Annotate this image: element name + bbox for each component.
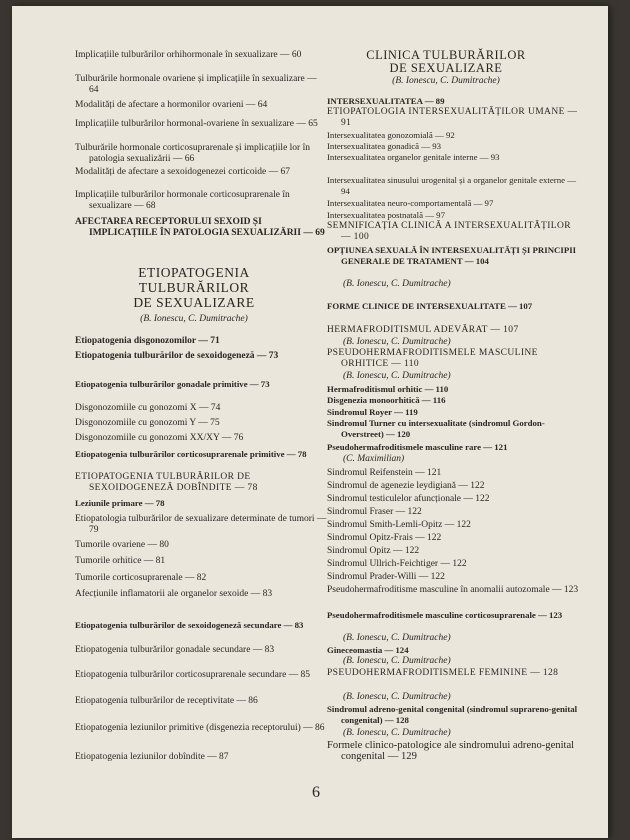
toc-entry: Etiopatogenia disgonozomilor — 71	[75, 336, 220, 346]
toc-entry: PSEUDOHERMAFRODITISMELE FEMININE — 128	[327, 668, 559, 678]
toc-entry: Intersexualitatea gonadică — 93	[327, 141, 442, 151]
toc-entry: Intersexualitatea sinusului urogenital și a organelor genitale externe — 94	[327, 175, 576, 196]
toc-section-entry: AFECTAREA RECEPTORULUI SEXOID ȘI IMPLICAȚIILE ÎN PATOLOGIA SEXUALIZĂRII — 69	[75, 217, 325, 238]
toc-entry: Sindromul Reifenstein — 121	[327, 468, 442, 478]
entry-authors: (B. Ionescu, C. Dumitrache)	[343, 633, 451, 643]
chapter-authors: (B. Ionescu, C. Dumitrache)	[140, 314, 248, 324]
toc-entry: Tulburările hormonale corticosuprarenale și implicațiile lor în patologia sexualizării — 66	[75, 143, 310, 164]
toc-entry: Sindromul adreno-genital congenital (sindromul suprareno-genital congenital) — 128	[327, 704, 578, 725]
toc-entry: Leziunile primare — 78	[75, 498, 165, 508]
toc-entry: Intersexualitatea neuro-comportamentală — 97	[327, 198, 494, 208]
toc-entry: Sindromul Ullrich-Feichtiger — 122	[327, 559, 467, 569]
entry-authors: (B. Ionescu, C. Dumitrache)	[343, 656, 451, 666]
toc-section-entry: FORME CLINICE DE INTERSEXUALITATE — 107	[327, 301, 533, 311]
toc-entry: Intersexualitatea gonozomială — 92	[327, 130, 455, 140]
toc-section-entry: ETIOPATOGENIA TULBURĂRILOR DE SEXOIDOGENEZĂ DOBÎNDITE — 78	[75, 472, 258, 493]
entry-authors: (C. Maximilian)	[343, 454, 405, 464]
entry-authors: (B. Ionescu, C. Dumitrache)	[343, 728, 451, 738]
toc-entry: Etiopatogenia tulburărilor corticosuprarenale secundare — 85	[75, 670, 311, 680]
toc-entry: Tumorile ovariene — 80	[75, 540, 169, 550]
toc-entry: PSEUDOHERMAFRODITISMELE MASCULINE ORHITICE — 110	[327, 348, 538, 369]
entry-authors: (B. Ionescu, C. Dumitrache)	[343, 692, 451, 702]
toc-entry: HERMAFRODITISMUL ADEVĂRAT — 107	[327, 325, 519, 335]
toc-entry: SEMNIFICAȚIA CLINICĂ A INTERSEXUALITĂȚILOR — 100	[327, 221, 571, 242]
toc-entry: Hermafroditismul orhitic — 110	[327, 384, 449, 394]
toc-entry: Intersexualitatea organelor genitale interne — 93	[327, 152, 500, 162]
toc-entry: Formele clinico-patologice ale sindromului adreno-genital congenital — 129	[327, 740, 575, 762]
toc-entry: Sindromul Prader-Willi — 122	[327, 572, 445, 582]
toc-entry: Sindromul Turner cu intersexualitate (sindromul Gordon-Overstreet) — 120	[327, 418, 545, 439]
toc-entry: Sindromul Smith-Lemli-Opitz — 122	[327, 520, 471, 530]
toc-entry: Intersexualitatea postnatală — 97	[327, 210, 445, 220]
toc-entry: Etiopatogenia tulburărilor de receptivitate — 86	[75, 696, 258, 706]
entry-authors: (B. Ionescu, C. Dumitrache)	[343, 371, 451, 381]
toc-entry: Gineceomastia — 124	[327, 645, 409, 655]
toc-entry: Etiopatogenia tulburărilor corticosuprarenale primitive — 78	[75, 449, 307, 459]
chapter-title: CLINICA TULBURĂRILOR	[366, 48, 526, 62]
toc-entry: Implicațiile tulburărilor hormonale corticosuprarenale în sexualizare — 68	[75, 190, 290, 211]
toc-entry: Sindromul Opitz — 122	[327, 546, 420, 556]
toc-entry: Disgenezia monoorhitică — 116	[327, 395, 446, 405]
toc-entry: Pseudohermafroditisme masculine în anomalii autozomale — 123	[327, 585, 579, 595]
toc-entry: Modalități de afectare a hormonilor ovarieni — 64	[75, 100, 268, 110]
toc-entry: Etiopatogenia tulburărilor de sexoidogeneză secundare — 83	[75, 620, 304, 630]
chapter-title: ETIOPATOGENIA	[138, 265, 250, 280]
toc-entry: Implicațiile tulburărilor hormonal-ovariene în sexualizare — 65	[75, 119, 318, 129]
toc-entry: Etiopatogenia tulburărilor de sexoidogeneză — 73	[75, 351, 279, 361]
toc-entry: Etiopatogenia leziunilor primitive (disgenezia receptorului) — 86	[75, 723, 325, 733]
toc-entry: Sindromul Royer — 119	[327, 407, 418, 417]
toc-entry: Sindromul Fraser — 122	[327, 507, 422, 517]
toc-entry: Implicațiile tulburărilor orhihormonale în sexualizare — 60	[75, 50, 302, 60]
page-number: 6	[312, 784, 320, 801]
toc-entry: Sindromul Opitz-Frais — 122	[327, 533, 442, 543]
toc-entry: Disgonozomiile cu gonozomi X — 74	[75, 403, 221, 413]
book-page	[12, 6, 608, 838]
chapter-title: DE SEXUALIZARE	[133, 295, 255, 310]
toc-entry: Etiopatogenia leziunilor dobîndite — 87	[75, 752, 229, 762]
toc-entry: Afecțiunile inflamatorii ale organelor sexoide — 83	[75, 589, 273, 599]
entry-authors: (B. Ionescu, C. Dumitrache)	[343, 337, 451, 347]
toc-entry: Tumorile orhitice — 81	[75, 556, 166, 566]
toc-entry: Tumorile corticosuprarenale — 82	[75, 573, 207, 583]
toc-entry: Disgonozomiile cu gonozomi XX/XY — 76	[75, 433, 244, 443]
toc-entry: Etiopatogenia tulburărilor gonadale primitive — 73	[75, 379, 270, 389]
toc-entry: Etiopatologia tulburărilor de sexualizare determinate de tumori — 79	[75, 514, 327, 535]
toc-entry: Pseudohermafroditismele masculine corticosuprarenale — 123	[327, 610, 563, 620]
toc-entry: Sindromul testiculelor afuncționale — 122	[327, 494, 490, 504]
toc-entry: Sindromul de agenezie leydigiană — 122	[327, 481, 485, 491]
chapter-title: TULBURĂRILOR	[138, 280, 250, 295]
toc-entry: Etiopatogenia tulburărilor gonadale secundare — 83	[75, 645, 275, 655]
toc-entry: Pseudohermafroditismele masculine rare — 121	[327, 442, 508, 452]
toc-entry: Disgonozomiile cu gonozomi Y — 75	[75, 418, 220, 428]
toc-entry: ETIOPATOLOGIA INTERSEXUALITĂȚILOR UMANE — 91	[327, 107, 578, 128]
toc-entry: Tulburările hormonale ovariene și implicațiile în sexualizare — 64	[75, 74, 317, 95]
chapter-authors: (B. Ionescu, C. Dumitrache)	[392, 76, 500, 86]
toc-entry: Modalități de afectare a sexoidogenezei corticoide — 67	[75, 167, 290, 177]
toc-entry: INTERSEXUALITATEA — 89	[327, 96, 445, 106]
chapter-title: DE SEXUALIZARE	[389, 61, 503, 75]
toc-section-entry: OPȚIUNEA SEXUALĂ ÎN INTERSEXUALITĂȚI ȘI PRINCIPII GENERALE DE TRATAMENT — 104	[327, 245, 577, 266]
entry-authors: (B. Ionescu, C. Dumitrache)	[343, 279, 451, 289]
